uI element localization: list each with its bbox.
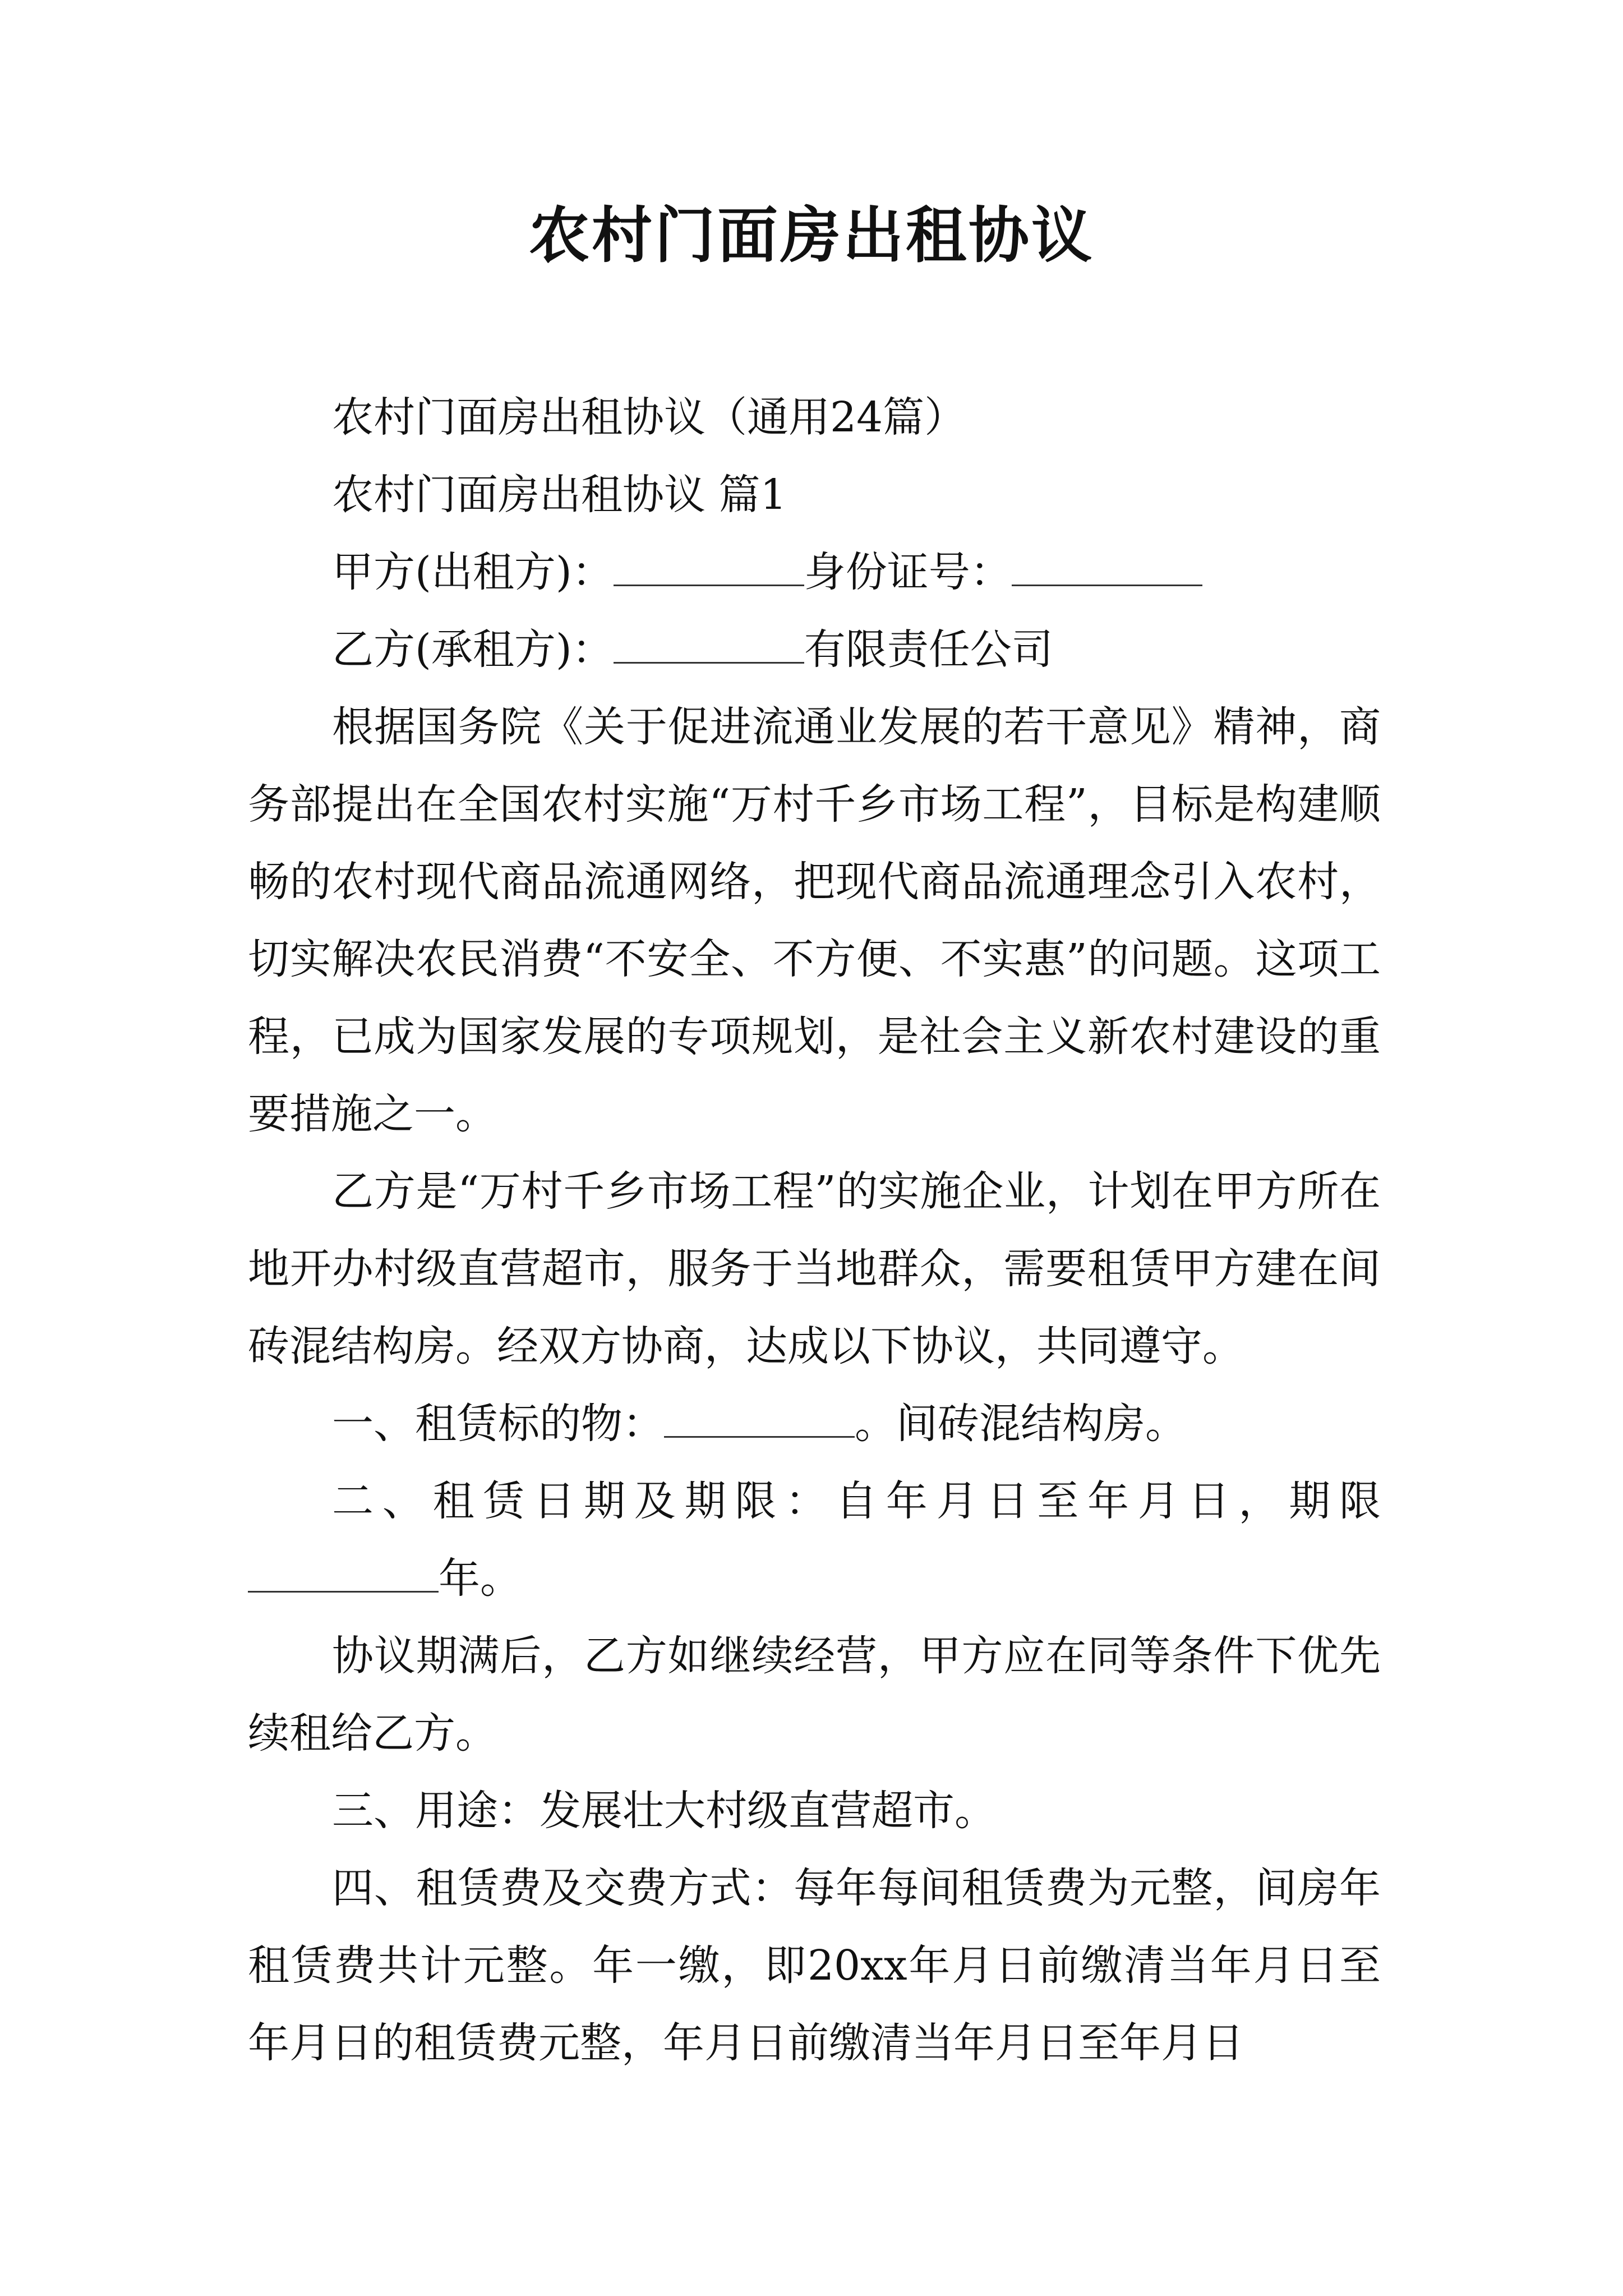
clause-3: 三、用途：发展壮大村级直营超市。 (332, 1787, 996, 1835)
clause-1 (248, 1385, 1381, 1462)
clause-1-suffix: 。间砖混结构房。 (855, 1400, 1187, 1448)
subtitle: 农村门面房出租协议（通用24篇） (332, 393, 966, 441)
party-b-line (248, 611, 1381, 688)
party-a-name-blank (614, 584, 804, 586)
clause-2-blank (248, 1590, 439, 1593)
party-b-suffix: 有限责任公司 (804, 625, 1053, 674)
party-b-label: 乙方(承租方)： (332, 625, 614, 674)
party-b-name-blank (614, 661, 804, 664)
party-a-id-blank (1012, 584, 1202, 586)
section-heading: 农村门面房出租协议 篇1 (332, 471, 787, 519)
party-a-label: 甲方(出租方)： (332, 548, 614, 596)
clause-2 (248, 1462, 1381, 1617)
clause-2-suffix: 年。 (439, 1554, 522, 1603)
clause-1-blank (664, 1435, 855, 1438)
clause-4: 四、租赁费及交费方式：每年每间租赁费为元整，间房年租赁费共计元整。年一缴，即20xx年月日前缴清当年月日至年月日的租赁费元整，年月日前缴清当年月日至年月日 (248, 1864, 1381, 2067)
clause-2-prefix: 二、租赁日期及期限：自年月日至年月日，期限 (332, 1477, 1381, 1525)
document-body (248, 379, 1381, 2082)
document-title: 农村门面房出租协议 (528, 200, 1094, 271)
paragraph-background: 根据国务院《关于促进流通业发展的若干意见》精神，商务部提出在全国农村实施“万村千乡市场工程”，目标是构建顺畅的农村现代商品流通网络，把现代商品流通理念引入农村，切实解决农民消费“不安全、不方便、不实惠”的问题。这项工程，已成为国家发展的专项规划，是社会主义新农村建设的重要措施之一。 (248, 703, 1381, 1138)
party-a-line (248, 533, 1381, 611)
clause-1-prefix: 一、租赁标的物： (332, 1400, 664, 1448)
paragraph-renewal: 协议期满后，乙方如继续经营，甲方应在同等条件下优先续租给乙方。 (248, 1632, 1381, 1757)
party-a-id-label: 身份证号： (804, 548, 1012, 596)
paragraph-purpose: 乙方是“万村千乡市场工程”的实施企业，计划在甲方所在地开办村级直营超市，服务于当地群众，需要租赁甲方建在间砖混结构房。经双方协商，达成以下协议，共同遵守。 (248, 1167, 1381, 1370)
